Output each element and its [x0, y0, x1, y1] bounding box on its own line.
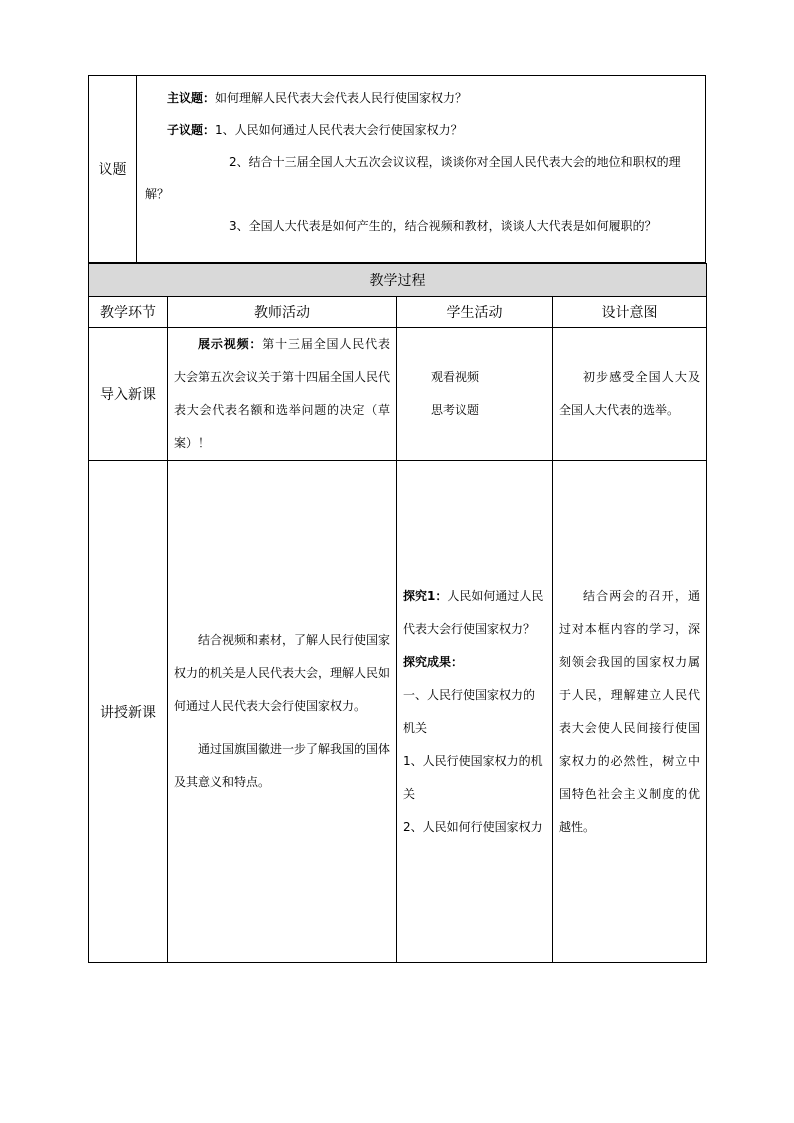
topic-label: 议题 — [89, 76, 137, 262]
header-teacher: 教师活动 — [168, 297, 397, 328]
sub-topic-3: 3、全国人大代表是如何产生的，结合视频和教材，谈谈人大代表是如何履职的？ — [229, 219, 657, 233]
sub-topic-2: 2、结合十三届全国人大五次会议议程，谈谈你对全国人民代表大会的地位和职权的理解？ — [145, 155, 681, 201]
result-2: 1、人民行使国家权力的机关 — [403, 753, 543, 801]
explore-text: 人民如何通过人民代表大会行使国家权力？ — [403, 588, 544, 636]
topic-body — [137, 76, 705, 262]
result-title: 探究成果： — [403, 654, 464, 669]
header-student: 学生活动 — [397, 297, 553, 328]
intro-teacher-cell — [168, 328, 397, 461]
sub-topic-1-text: 1、人民如何通过人民代表大会行使国家权力？ — [215, 123, 463, 137]
teaching-process-table — [88, 263, 707, 963]
main-topic-title: 主议题： — [167, 91, 216, 105]
intro-student-1: 观看视频 — [431, 370, 480, 384]
result-3: 2、人民如何行使国家权力 — [403, 819, 543, 834]
sub-topic-title: 子议题： — [167, 123, 216, 137]
header-intent: 设计意图 — [553, 297, 707, 328]
stage-lecture: 讲授新课 — [89, 461, 168, 963]
table-row — [89, 328, 707, 461]
lecture-intent-cell — [553, 461, 707, 963]
lecture-teacher-p1: 结合视频和素材，了解人民行使国家权力的机关是人民代表大会，理解人民如何通过人民代表大会行使国家权力。 — [174, 633, 391, 713]
topic-table — [88, 75, 706, 263]
intro-intent: 初步感受全国人大及全国人大代表的选举。 — [559, 370, 700, 417]
lecture-student-cell — [397, 461, 553, 963]
explore-title: 探究1： — [403, 588, 448, 603]
intro-teacher-text: 第十三届全国人民代表大会第五次会议关于第十四届全国人民代表大会代表名额和选举问题的决定（草案）！ — [174, 337, 391, 450]
result-1: 一、人民行使国家权力的机关 — [403, 687, 536, 735]
table-row — [89, 461, 707, 963]
intro-teacher-title: 展示视频： — [198, 337, 263, 351]
lecture-teacher-cell — [168, 461, 397, 963]
lecture-intent: 结合两会的召开，通过对本框内容的学习，深刻领会我国的国家权力属于人民，理解建立人民代表大会使人民间接行使国家权力的必然性，树立中国特色社会主义制度的优越性。 — [559, 588, 700, 834]
intro-student-cell — [397, 328, 553, 461]
main-topic-text: 如何理解人民代表大会代表人民行使国家权力？ — [215, 91, 468, 105]
intro-intent-cell — [553, 328, 707, 461]
stage-intro: 导入新课 — [89, 328, 168, 461]
sub-topic-1 — [145, 114, 697, 146]
lecture-teacher-p2: 通过国旗国徽进一步了解我国的国体及其意义和特点。 — [174, 742, 391, 789]
intro-student-2: 思考议题 — [431, 403, 480, 417]
process-title: 教学过程 — [89, 264, 707, 297]
header-stage: 教学环节 — [89, 297, 168, 328]
main-topic — [145, 82, 697, 114]
